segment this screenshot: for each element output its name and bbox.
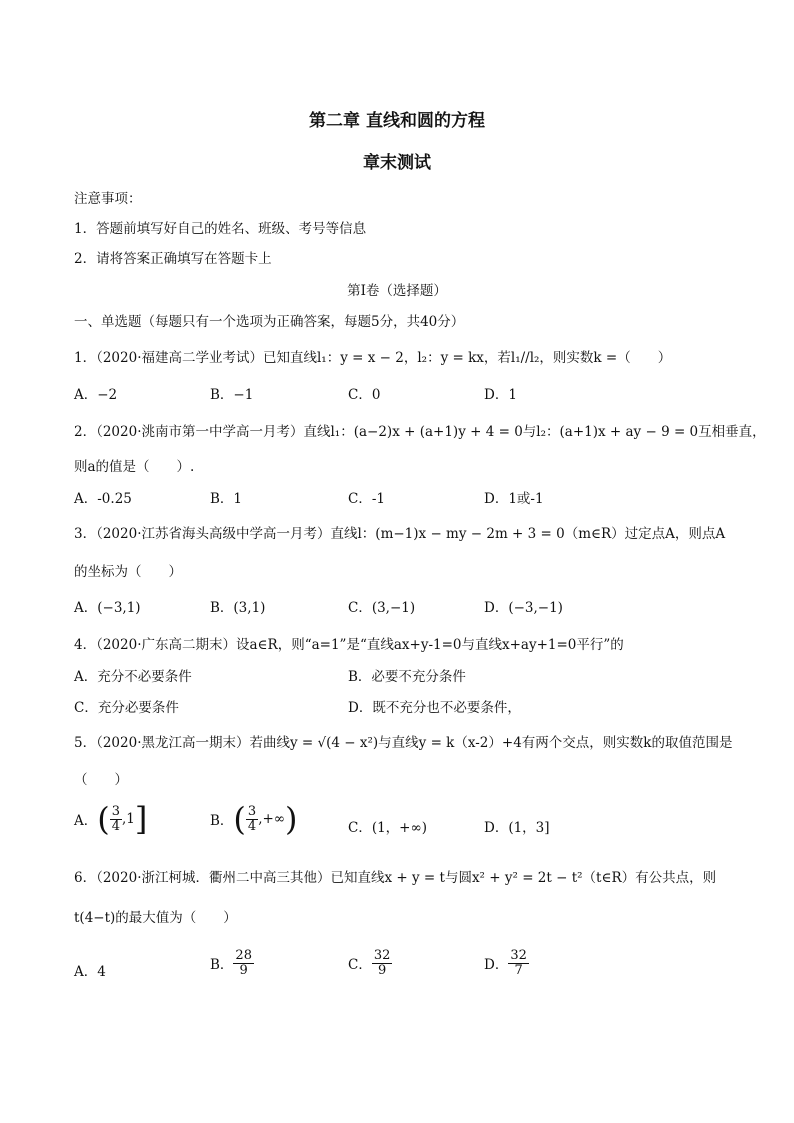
q5-option-b-label: B． bbox=[210, 813, 234, 829]
q6-option-b bbox=[210, 949, 254, 977]
q4-option-a: A．充分不必要条件 bbox=[74, 669, 192, 685]
q5-option-a-fraction bbox=[110, 805, 122, 833]
q6-option-c-denominator: 9 bbox=[377, 962, 387, 978]
question-5-stem-cont: （ ） bbox=[74, 772, 128, 788]
q3-option-b: B．(3,1) bbox=[210, 600, 266, 616]
q1-option-b: B．−1 bbox=[210, 387, 254, 403]
q2-option-c: C．-1 bbox=[348, 491, 385, 507]
q6-option-c-fraction bbox=[372, 949, 393, 977]
q5-option-b-denominator: 4 bbox=[247, 818, 257, 834]
q4-option-d: D．既不充分也不必要条件， bbox=[348, 700, 521, 716]
q5-option-a-open-paren: ( bbox=[97, 800, 110, 838]
q6-option-d-numerator: 32 bbox=[510, 948, 527, 963]
q6-option-b-fraction bbox=[233, 949, 254, 977]
q5-option-a-rest: ,1 bbox=[122, 811, 135, 827]
q5-option-a-denominator: 4 bbox=[111, 818, 121, 834]
q6-option-c-label: C． bbox=[348, 957, 372, 974]
q2-option-d: D．1或-1 bbox=[484, 491, 544, 507]
q6-option-c bbox=[348, 949, 392, 977]
q2-option-a: A．-0.25 bbox=[74, 491, 132, 507]
q6-option-d-label: D． bbox=[484, 957, 509, 974]
question-6-stem: 6．（2020·浙江柯城．衢州二中高三其他）已知直线x + y = t与圆x² + y² = 2t − t²（t∈R）有公共点，则 bbox=[74, 870, 717, 886]
question-2-stem-cont: 则a的值是（ ）. bbox=[74, 459, 195, 475]
q5-option-b-open-paren: ( bbox=[233, 800, 246, 838]
q1-option-d: D．1 bbox=[484, 387, 517, 403]
q6-option-d-fraction bbox=[508, 949, 529, 977]
q5-option-a bbox=[74, 800, 148, 838]
q6-option-a: A．4 bbox=[74, 964, 106, 980]
q3-option-d: D．(−3,−1) bbox=[484, 600, 563, 616]
q3-option-a: A．(−3,1) bbox=[74, 600, 141, 616]
question-1-stem: 1．（2020·福建高二学业考试）已知直线l₁：y = x − 2，l₂：y = kx，若l₁//l₂，则实数k =（ ） bbox=[74, 350, 672, 366]
notes-heading: 注意事项： bbox=[74, 191, 142, 207]
q2-option-b: B．1 bbox=[210, 491, 243, 507]
q6-option-d bbox=[484, 949, 529, 977]
q5-option-c: C．(1，+∞) bbox=[348, 820, 428, 836]
question-3-stem: 3．（2020·江苏省海头高级中学高一月考）直线l：(m−1)x − my − 2m + 3 = 0（m∈R）过定点A，则点A bbox=[74, 526, 726, 542]
section-heading: 一、单选题（每题只有一个选项为正确答案，每题5分，共40分） bbox=[74, 314, 465, 330]
question-6-stem-cont: t(4−t)的最大值为（ ） bbox=[74, 910, 237, 926]
q4-option-b: B．必要不充分条件 bbox=[348, 669, 466, 685]
q3-option-c: C．(3,−1) bbox=[348, 600, 416, 616]
q6-option-c-numerator: 32 bbox=[373, 948, 391, 963]
note-item-1: 1．答题前填写好自己的姓名、班级、考号等信息 bbox=[74, 221, 367, 237]
q6-option-b-numerator: 28 bbox=[235, 948, 252, 963]
q5-option-a-label: A． bbox=[74, 813, 98, 829]
q1-option-c: C．0 bbox=[348, 387, 381, 403]
question-5-stem: 5．（2020·黑龙江高一期末）若曲线y = √(4 − x²)与直线y = k（x-2）+4有两个交点，则实数k的取值范围是 bbox=[74, 735, 733, 751]
q5-option-b-rest: ,+∞ bbox=[258, 811, 286, 827]
question-4-stem: 4．（2020·广东高二期末）设a∈R，则“a=1”是“直线ax+y-1=0与直线x+ay+1=0平行”的 bbox=[74, 637, 624, 653]
section-label: 第I卷（选择题） bbox=[347, 283, 447, 299]
question-2-stem: 2．（2020·洮南市第一中学高一月考）直线l₁：(a−2)x + (a+1)y + 4 = 0与l₂：(a+1)x + ay − 9 = 0互相垂直， bbox=[74, 424, 766, 440]
q6-option-b-denominator: 9 bbox=[239, 962, 248, 978]
q5-option-a-close-bracket: ] bbox=[134, 800, 148, 838]
q1-option-a: A．−2 bbox=[74, 387, 118, 403]
q5-option-d: D．(1，3] bbox=[484, 820, 550, 836]
q5-option-b-numerator: 3 bbox=[247, 803, 257, 819]
q5-option-b-close-paren: ) bbox=[285, 800, 298, 838]
note-item-2: 2．请将答案正确填写在答题卡上 bbox=[74, 251, 272, 267]
q6-option-d-denominator: 7 bbox=[514, 962, 523, 978]
q6-option-b-label: B． bbox=[210, 957, 234, 974]
q5-option-a-numerator: 3 bbox=[111, 803, 121, 819]
q5-option-b bbox=[210, 800, 298, 838]
test-subtitle: 章末测试 bbox=[363, 153, 431, 173]
q5-option-b-fraction bbox=[246, 805, 258, 833]
question-3-stem-cont: 的坐标为（ ） bbox=[74, 564, 182, 580]
q4-option-c: C．充分必要条件 bbox=[74, 700, 179, 716]
chapter-title: 第二章 直线和圆的方程 bbox=[309, 111, 485, 131]
